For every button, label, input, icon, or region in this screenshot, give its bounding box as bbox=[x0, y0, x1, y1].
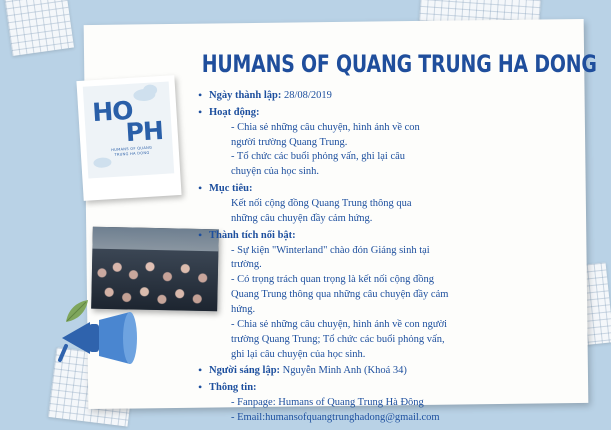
info-item-label: Mục tiêu: bbox=[209, 183, 253, 195]
info-item-detail-line: trường. bbox=[231, 259, 262, 271]
info-list-item bbox=[196, 89, 576, 103]
info-item-label: Hoạt động: bbox=[209, 106, 260, 118]
info-item-detail-line: hứng. bbox=[231, 304, 256, 316]
info-item-detail-line: - Email:humansofquangtrunghadong@gmail.com bbox=[231, 412, 440, 424]
info-item-value: Nguyễn Minh Anh (Khoá 34) bbox=[280, 365, 407, 377]
info-item-detail-line: chuyện của học sinh. bbox=[231, 166, 320, 178]
decorative-grid-paper-top-left bbox=[4, 0, 74, 56]
info-item-detail-block bbox=[209, 197, 576, 226]
logo-bottom-text: PH bbox=[124, 115, 164, 148]
info-item-detail-line: - Có trọng trách quan trọng là kết nối cộng đồng bbox=[231, 274, 434, 286]
info-item-detail-line: Kết nối cộng đồng Quang Trung thông qua bbox=[231, 198, 412, 210]
info-item-detail-line: - Sự kiện "Winterland" chào đón Giáng sinh tại bbox=[231, 244, 430, 256]
info-item-detail-line: - Chia sẻ những câu chuyện, hình ảnh về con bbox=[231, 121, 420, 133]
info-list bbox=[196, 89, 576, 425]
info-item-value: 28/08/2019 bbox=[281, 90, 332, 101]
page-title: HUMANS OF QUANG TRUNG HA DONG bbox=[201, 50, 597, 79]
info-list-item bbox=[196, 229, 576, 362]
info-item-detail-line: - Tổ chức các buổi phỏng vấn, ghi lại câu bbox=[231, 151, 406, 163]
info-list-item bbox=[196, 364, 576, 378]
info-item-detail-block bbox=[209, 121, 576, 179]
cloud-icon bbox=[93, 157, 112, 168]
info-item-label: Thông tin: bbox=[209, 382, 257, 394]
info-item-detail-line: trường Quang Trung; Tổ chức các buổi phỏng vấn, bbox=[231, 333, 445, 345]
info-item-detail-line: - Fanpage: Humans of Quang Trung Hà Đông bbox=[231, 397, 424, 409]
logo-top-text: HO bbox=[91, 95, 134, 128]
info-item-detail-line: những câu chuyện đầy cảm hứng. bbox=[231, 212, 373, 224]
info-list-item bbox=[196, 182, 576, 226]
info-item-label: Ngày thành lập: bbox=[209, 90, 282, 101]
info-list-item bbox=[196, 106, 576, 179]
info-list-item bbox=[196, 381, 576, 425]
logo-image bbox=[83, 81, 174, 178]
logo-sub-text: HUMANS OF QUANG TRUNG HA DONG bbox=[111, 145, 153, 157]
polaroid-logo-card bbox=[76, 75, 181, 201]
info-item-detail-block bbox=[209, 396, 576, 425]
info-item-label: Người sáng lập: bbox=[209, 365, 281, 377]
megaphone-icon bbox=[56, 308, 148, 370]
info-item-detail-line: Quang Trung thông qua những câu chuyện đầy cảm bbox=[231, 289, 449, 301]
info-item-detail-line: - Chia sẻ những câu chuyện, hình ảnh về con người bbox=[231, 318, 448, 330]
info-item-detail-block bbox=[209, 244, 576, 362]
info-item-detail-line: người trường Quang Trung. bbox=[231, 136, 348, 148]
poster-content bbox=[196, 50, 597, 424]
info-item-detail-line: ghi lại câu chuyện của học sinh. bbox=[231, 348, 366, 360]
info-item-label: Thành tích nổi bật: bbox=[209, 229, 296, 241]
